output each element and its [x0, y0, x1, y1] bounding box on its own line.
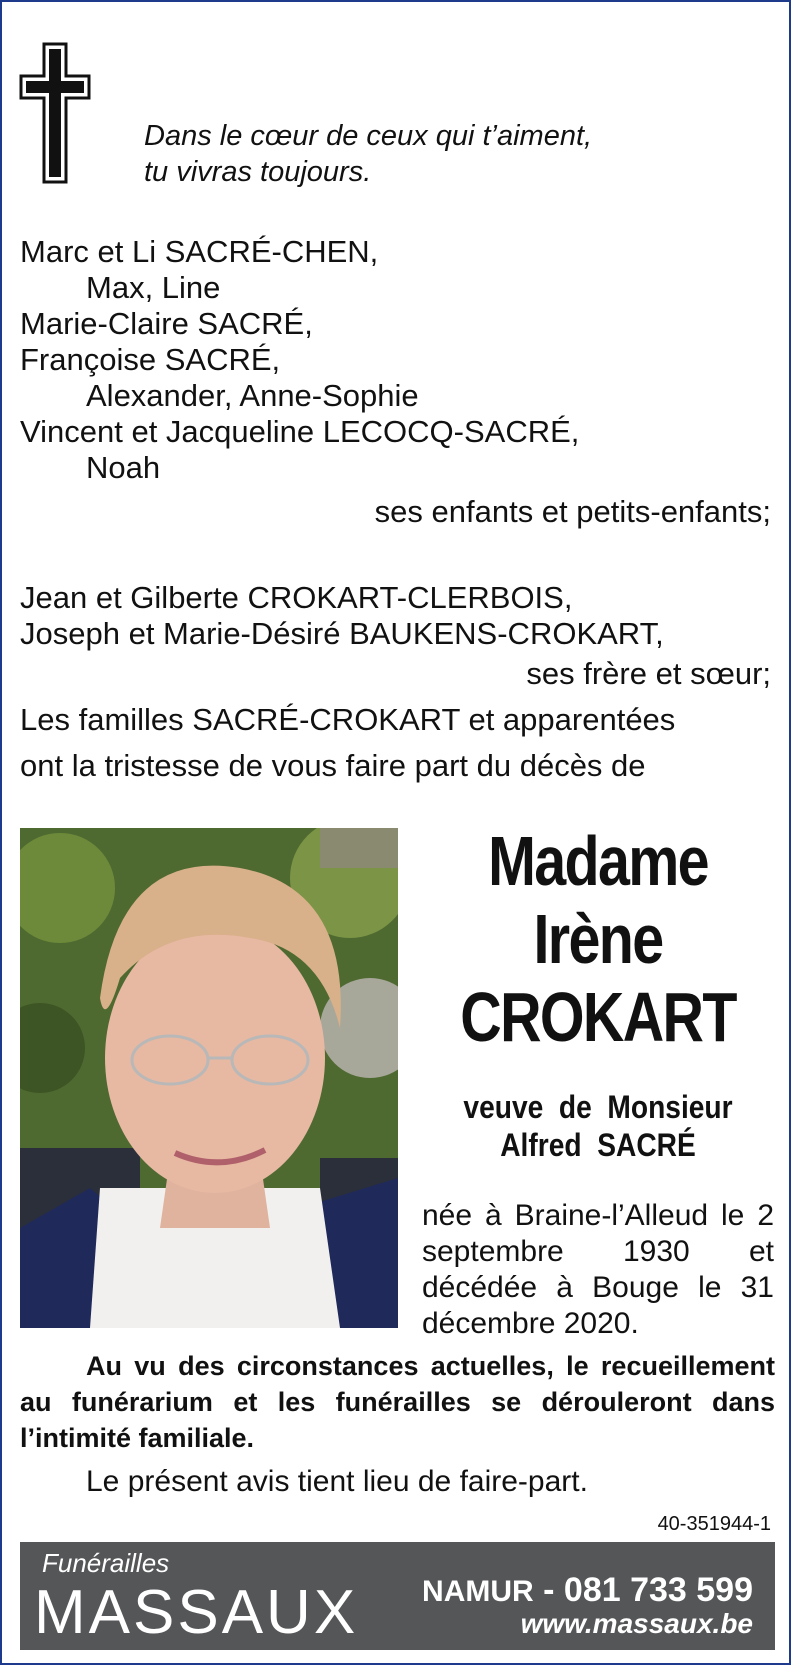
funeral-notice: Au vu des circonstances actuelles, le recueillement au funérarium et les funérailles se dérouleront dans l’intimité familiale.: [20, 1351, 775, 1453]
family-member-line: Françoise SACRÉ,: [20, 342, 281, 377]
sibling-line: Jean et Gilberte CROKART-CLERBOIS,: [20, 580, 573, 615]
phone-separator: -: [533, 1571, 564, 1609]
epitaph-line-1: Dans le cœur de ceux qui t’aiment,: [144, 120, 593, 152]
family-member-line: Vincent et Jacqueline LECOCQ-SACRÉ,: [20, 414, 580, 449]
funeral-home-subtitle: Funérailles: [42, 1548, 170, 1578]
family-member-line: Marie-Claire SACRÉ,: [20, 306, 313, 341]
deceased-title: Madame: [488, 822, 708, 900]
announcement-notice: Le présent avis tient lieu de faire-part.: [86, 1465, 588, 1498]
relation-siblings: ses frère et sœur;: [526, 656, 771, 691]
family-member-line: Max, Line: [86, 270, 221, 305]
funeral-home-website[interactable]: www.massaux.be: [520, 1608, 753, 1639]
widow-line-1: veuve de Monsieur: [463, 1089, 733, 1125]
phone-number: 081 733 599: [563, 1571, 753, 1609]
deceased-last-name: CROKART: [460, 978, 736, 1056]
reference-number: 40-351944-1: [657, 1513, 771, 1535]
announcement-line: ont la tristesse de vous faire part du décès de: [20, 748, 646, 783]
funeral-home-banner: [20, 1542, 775, 1650]
relation-children: ses enfants et petits-enfants;: [374, 494, 771, 529]
portrait-photo: [20, 828, 398, 1328]
families-line: Les familles SACRÉ-CROKART et apparentées: [20, 702, 676, 737]
sibling-line: Joseph et Marie-Désiré BAUKENS-CROKART,: [20, 616, 664, 651]
family-member-line: Marc et Li SACRÉ-CHEN,: [20, 234, 379, 269]
deceased-name: [422, 822, 774, 1056]
cross-icon: [19, 42, 91, 184]
widow-line-2: Alfred SACRÉ: [500, 1127, 696, 1163]
epitaph-line-2: tu vivras toujours.: [144, 156, 372, 188]
funeral-home-city: NAMUR: [422, 1575, 534, 1608]
funeral-home-brand: MASSAUX: [34, 1578, 359, 1647]
deceased-first-name: Irène: [533, 900, 663, 978]
widow-info: [443, 1088, 753, 1164]
epitaph: [144, 118, 592, 190]
family-member-line: Alexander, Anne-Sophie: [86, 378, 419, 413]
funeral-home-phone: [422, 1570, 753, 1612]
family-member-line: Noah: [86, 450, 161, 485]
birth-death-dates: née à Braine-l’Alleud le 2 septembre 1930 et décédée à Bouge le 31 décembre 2020.: [422, 1199, 774, 1340]
